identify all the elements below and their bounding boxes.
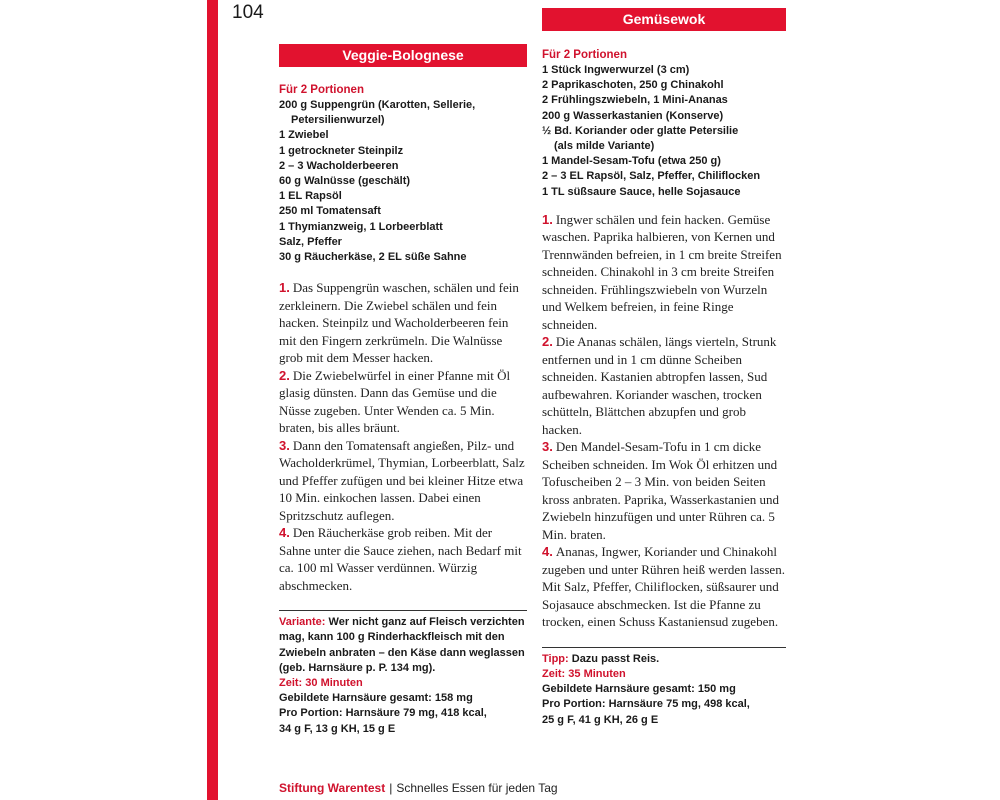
step bbox=[542, 543, 786, 631]
ingredient: Salz, Pfeffer bbox=[279, 235, 342, 248]
prep-time: Zeit: 35 Minuten bbox=[542, 668, 626, 681]
step bbox=[279, 367, 527, 437]
tip-label: Tipp: bbox=[542, 652, 569, 665]
ingredient: 30 g Räucherkäse, 2 EL süße Sahne bbox=[279, 251, 467, 264]
tip-note bbox=[542, 652, 786, 667]
step-text: Die Ananas schälen, längs vierteln, Strunk entfernen und in 1 cm dünne Scheiben schneiden. Kastanien abtropfen lassen, Sud aufbewahren. Koriander waschen, trocken schütteln, Blättchen abzupfen und grob hacken. bbox=[542, 334, 777, 437]
recipe-notes bbox=[542, 652, 786, 728]
step-text: Ananas, Ingwer, Koriander und Chinakohl zugeben und unter Rühren heiß werden lassen. Mit Salz, Pfeffer, Chiliflocken, süßsaurer und Sojasauce abschmecken. Ist die Pfanne zu trocken, einen Schuss Kastaniensud zugeben. bbox=[542, 544, 785, 630]
step-text: Ingwer schälen und fein hacken. Gemüse waschen. Paprika halbieren, von Kernen und Trennwänden befreien, in 1 cm breite Streifen schneiden. Chinakohl in 3 cm breite Streifen schneiden. Frühlingszwiebeln von Wurzeln und Welkem befreien, in feine Ringe schneiden. bbox=[542, 211, 782, 332]
variant-text: Wer nicht ganz auf Fleisch verzichten mag, kann 100 g Rinderhackfleisch mit den Zwiebeln anbraten – den Käse dann weglassen (geb. Harnsäure p. P. 134 mg). bbox=[279, 616, 525, 674]
step-number: 3. bbox=[279, 437, 290, 453]
step-number: 4. bbox=[542, 544, 553, 560]
recipe-title: Gemüsewok bbox=[542, 8, 786, 31]
ingredient: 1 getrockneter Steinpilz bbox=[279, 144, 404, 157]
tip-text: Dazu passt Reis. bbox=[571, 652, 660, 665]
per-portion-nutrition: Pro Portion: Harnsäure 75 mg, 498 kcal, bbox=[542, 698, 750, 711]
ingredient: 250 ml Tomatensaft bbox=[279, 205, 381, 218]
step-text: Den Räucherkäse grob reiben. Mit der Sahne unter die Sauce ziehen, nach Bedarf mit ca. 100 ml Wasser verdünnen. Würzig abschmecken. bbox=[279, 525, 522, 593]
ingredient: 60 g Walnüsse (geschält) bbox=[279, 175, 411, 188]
page-footer bbox=[279, 781, 558, 795]
portions-heading: Für 2 Portionen bbox=[542, 49, 627, 61]
step-number: 2. bbox=[542, 334, 553, 350]
per-portion-nutrition: Pro Portion: Harnsäure 79 mg, 418 kcal, bbox=[279, 707, 487, 720]
step bbox=[542, 333, 786, 438]
ingredient: 2 – 3 EL Rapsöl, Salz, Pfeffer, Chiliflocken bbox=[542, 170, 761, 183]
per-portion-macros: 34 g F, 13 g KH, 15 g E bbox=[279, 722, 396, 735]
ingredient: 1 Thymianzweig, 1 Lorbeerblatt bbox=[279, 220, 443, 233]
step bbox=[542, 438, 786, 543]
variant-note bbox=[279, 615, 527, 676]
step-text: Dann den Tomatensaft angießen, Pilz- und Wacholderkrümel, Thymian, Lorbeerblatt, Salz und Pfeffer zufügen und bei kleiner Hitze etwa 10 Min. einkochen lassen. Dabei einen Spritzschutz auflegen. bbox=[279, 437, 525, 523]
instruction-steps bbox=[542, 211, 786, 631]
ingredient: 200 g Wasserkastanien (Konserve) bbox=[542, 109, 724, 122]
footer-brand: Stiftung Warentest bbox=[279, 781, 386, 795]
ingredient: 2 Paprikaschoten, 250 g Chinakohl bbox=[542, 79, 724, 92]
uric-acid-total: Gebildete Harnsäure gesamt: 158 mg bbox=[279, 692, 473, 705]
divider bbox=[542, 647, 786, 648]
recipe-gemuesewok bbox=[542, 8, 786, 728]
step bbox=[542, 211, 786, 334]
divider bbox=[279, 610, 527, 611]
ingredient: 1 Mandel-Sesam-Tofu (etwa 250 g) bbox=[542, 155, 721, 168]
ingredient-list bbox=[542, 63, 786, 200]
ingredient: 2 – 3 Wacholderbeeren bbox=[279, 159, 399, 172]
recipe-title: Veggie-Bolognese bbox=[279, 44, 527, 67]
step-text: Das Suppengrün waschen, schälen und fein zerkleinern. Die Zwiebel schälen und fein hacken. Steinpilz und Wacholderbeeren fein mit den Fingern zerkrümeln. Die Walnüsse grob mit dem Messer hacken. bbox=[279, 280, 519, 366]
page-edge-bar bbox=[207, 0, 218, 800]
per-portion-macros: 25 g F, 41 g KH, 26 g E bbox=[542, 713, 659, 726]
ingredient: 2 Frühlingszwiebeln, 1 Mini-Ananas bbox=[542, 94, 728, 107]
footer-subtitle: Schnelles Essen für jeden Tag bbox=[396, 781, 558, 795]
variant-label: Variante: bbox=[279, 616, 326, 629]
step-text: Die Zwiebelwürfel in einer Pfanne mit Öl glasig dünsten. Dann das Gemüse und die Nüsse zugeben. Unter Wenden ca. 5 Min. braten, bis alles bräunt. bbox=[279, 367, 511, 436]
step-number: 2. bbox=[279, 367, 290, 383]
step-number: 4. bbox=[279, 525, 290, 541]
step-number: 3. bbox=[542, 439, 553, 455]
ingredient-list bbox=[279, 98, 527, 265]
ingredient: 1 Stück Ingwerwurzel (3 cm) bbox=[542, 64, 690, 76]
ingredient: Petersilienwurzel) bbox=[291, 114, 385, 127]
ingredient: (als milde Variante) bbox=[554, 140, 655, 153]
ingredient: 1 TL süßsaure Sauce, helle Sojasauce bbox=[542, 185, 741, 198]
recipe-notes bbox=[279, 615, 527, 737]
ingredient: 1 EL Rapsöl bbox=[279, 190, 342, 203]
step-number: 1. bbox=[542, 211, 553, 227]
footer-separator: | bbox=[389, 781, 393, 795]
step bbox=[279, 437, 527, 525]
instruction-steps bbox=[279, 279, 527, 594]
portions-heading: Für 2 Portionen bbox=[279, 84, 364, 96]
ingredient: ½ Bd. Koriander oder glatte Petersilie bbox=[542, 124, 739, 137]
step-text: Den Mandel-Sesam-Tofu in 1 cm dicke Scheiben schneiden. Im Wok Öl erhitzen und Tofuscheiben 2 – 3 Min. von beiden Seiten kross anbraten. Paprika, Wasserkastanien und Zwiebeln hinzufügen und unter Rühren ca. 5 Min. braten. bbox=[542, 439, 779, 542]
prep-time: Zeit: 30 Minuten bbox=[279, 677, 363, 690]
ingredient: 200 g Suppengrün (Karotten, Sellerie, bbox=[279, 99, 476, 111]
step-number: 1. bbox=[279, 280, 290, 296]
step bbox=[279, 279, 527, 367]
recipe-veggie-bolognese bbox=[279, 44, 527, 737]
page-number: 104 bbox=[232, 2, 264, 23]
uric-acid-total: Gebildete Harnsäure gesamt: 150 mg bbox=[542, 683, 736, 696]
step bbox=[279, 524, 527, 594]
ingredient: 1 Zwiebel bbox=[279, 129, 329, 142]
